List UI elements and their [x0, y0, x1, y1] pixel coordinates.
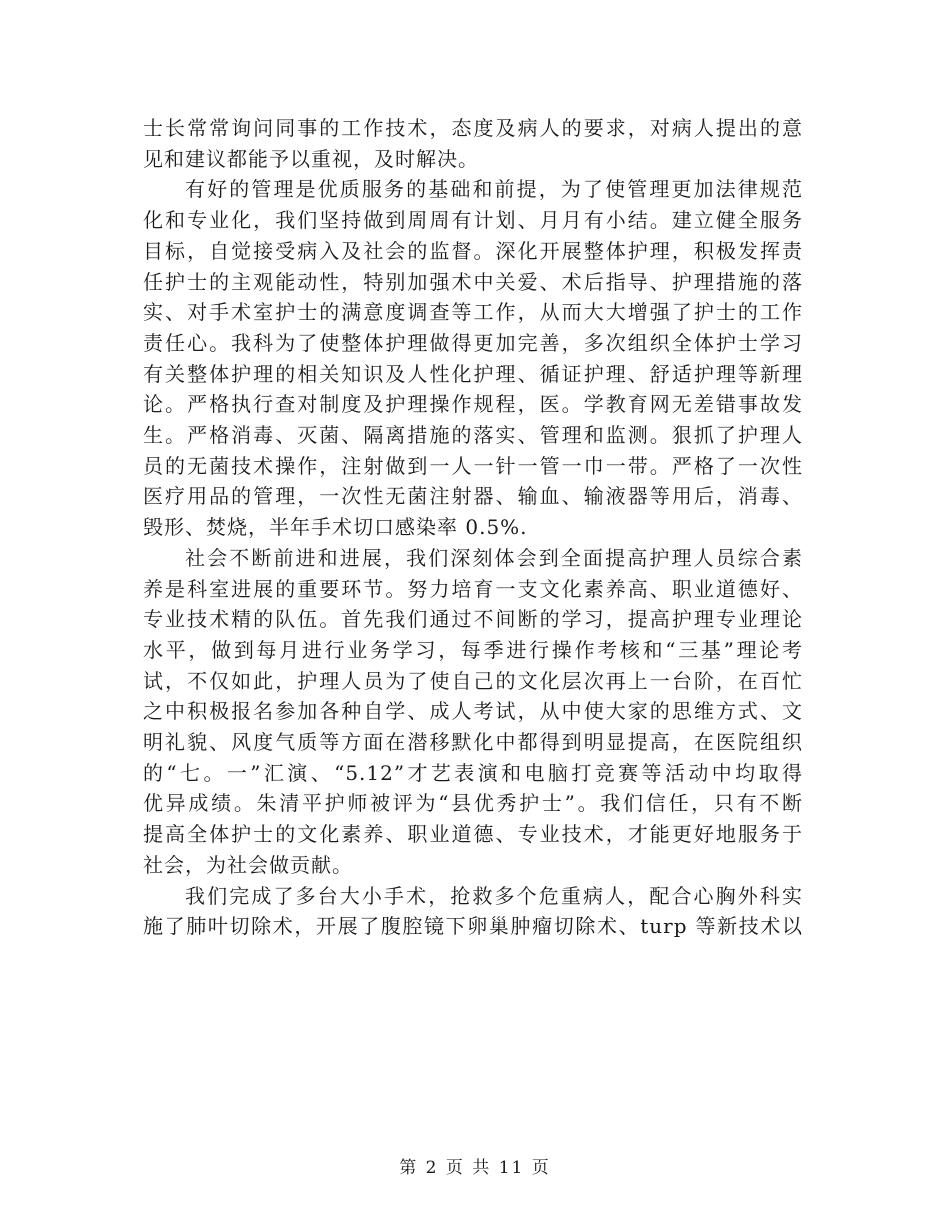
text-line: 提高全体护士的文化素养、职业道德、专业技术，才能更好地服务于 [143, 822, 803, 847]
text-line: 社会，为社会做贡献。 [143, 852, 353, 877]
text-line: 我们完成了多台大小手术，抢救多个危重病人，配合心胸外科实 [185, 883, 803, 908]
text-line: 医疗用品的管理，一次性无菌注射器、输血、输液器等用后，消毒、 [143, 484, 803, 509]
text-line: 社会不断前进和进展，我们深刻体会到全面提高护理人员综合素 [185, 545, 803, 570]
page-number-footer: 第 2 页 共 11 页 [399, 1158, 551, 1178]
paragraph-1 [143, 113, 803, 174]
text-line: 水平，做到每月进行业务学习，每季进行操作考核和“三基”理论考 [143, 637, 803, 662]
text-line: 之中积极报名参加各种自学、成人考试，从中使大家的思维方式、文 [143, 699, 803, 724]
text-line: 士长常常询问同事的工作技术，态度及病人的要求，对病人提出的意 [143, 116, 803, 140]
text-line: 目标，自觉接受病入及社会的监督。深化开展整体护理，积极发挥责 [143, 238, 803, 263]
text-line: 化和专业化，我们坚持做到周周有计划、月月有小结。建立健全服务 [143, 208, 803, 233]
text-line: 有好的管理是优质服务的基础和前提，为了使管理更加法律规范 [185, 177, 803, 202]
text-line: 的“七。一”汇演、“5.12”才艺表演和电脑打竞赛等活动中均取得 [143, 760, 803, 785]
text-line: 见和建议都能予以重视，及时解决。 [143, 146, 479, 171]
paragraph-4 [143, 881, 803, 942]
text-line: 实、对手术室护士的满意度调查等工作，从而大大增强了护士的工作 [143, 300, 803, 325]
text-line: 养是科室进展的重要环节。努力培育一支文化素养高、职业道德好、 [143, 576, 803, 601]
text-line: 毁形、焚烧，半年手术切口感染率 0.5%. [143, 515, 528, 540]
paragraph-3 [143, 543, 803, 881]
text-line: 明礼貌、风度气质等方面在潜移默化中都得到明显提高，在医院组织 [143, 730, 803, 755]
text-line: 优异成绩。朱清平护师被评为“县优秀护士”。我们信任，只有不断 [143, 791, 803, 816]
text-line: 员的无菌技术操作，注射做到一人一针一管一巾一带。严格了一次性 [143, 453, 803, 478]
text-line: 生。严格消毒、灭菌、隔离措施的落实、管理和监测。狠抓了护理人 [143, 423, 803, 448]
text-line: 责任心。我科为了使整体护理做得更加完善，多次组织全体护士学习 [143, 330, 803, 355]
document-body [143, 113, 803, 942]
text-line: 任护士的主观能动性，特别加强术中关爱、术后指导、护理措施的落 [143, 269, 803, 294]
text-line: 施了肺叶切除术，开展了腹腔镜下卵巢肿瘤切除术、turp 等新技术以 [143, 914, 803, 939]
paragraph-2 [143, 174, 803, 542]
text-line: 专业技术精的队伍。首先我们通过不间断的学习，提高护理专业理论 [143, 607, 803, 632]
text-line: 有关整体护理的相关知识及人性化护理、循证护理、舒适护理等新理 [143, 361, 803, 386]
text-line: 试，不仅如此，护理人员为了使自己的文化层次再上一台阶，在百忙 [143, 668, 803, 693]
text-line: 论。严格执行查对制度及护理操作规程，医。学教育网无差错事故发 [143, 392, 803, 417]
